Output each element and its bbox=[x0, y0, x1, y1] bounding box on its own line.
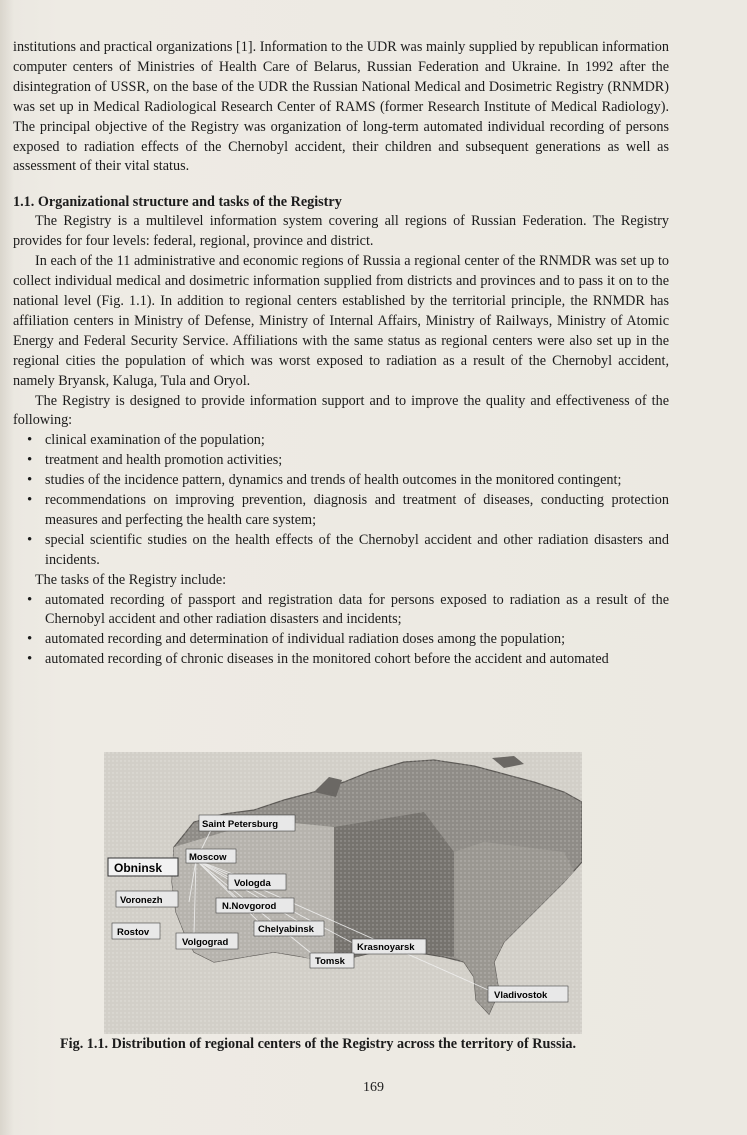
label-moscow: Moscow bbox=[189, 852, 227, 863]
label-volgograd: Volgograd bbox=[182, 937, 229, 948]
tasks-list bbox=[13, 591, 669, 671]
list-item: • automated recording of passport and registration data for persons exposed to radiation as a result of the Chernobyl accident and other radiation disasters and incidents; bbox=[45, 591, 669, 631]
purpose-list bbox=[13, 431, 669, 570]
list-item: • treatment and health promotion activities; bbox=[45, 451, 669, 471]
paragraph-tasks-intro: The tasks of the Registry include: bbox=[35, 571, 227, 588]
list-item: • automated recording and determination of individual radiation doses among the population; bbox=[45, 630, 669, 650]
label-voronezh: Voronezh bbox=[120, 895, 163, 906]
list-item: • studies of the incidence pattern, dynamics and trends of health outcomes in the monitored contingent; bbox=[45, 471, 669, 491]
label-chelyabinsk: Chelyabinsk bbox=[258, 924, 314, 935]
list-item: • clinical examination of the population; bbox=[45, 431, 669, 451]
label-n-novgorod: N.Novgorod bbox=[222, 901, 277, 912]
label-vladivostok: Vladivostok bbox=[494, 990, 548, 1001]
paragraph-multilevel: The Registry is a multilevel information system covering all regions of Russian Federation. The Registry provides for four levels: federal, regional, province and district. bbox=[13, 213, 669, 250]
paragraph-purpose-intro: The Registry is designed to provide information support and to improve the quality and effectiveness of the following: bbox=[13, 392, 669, 429]
paragraph-regional-centers: In each of the 11 administrative and economic regions of Russia a regional center of the RNMDR was set up to collect individual medical and dosimetric information supplied from districts and provinces and to pass it on to the national level (Fig. 1.1). In addition to regional centers established by the territorial principle, the RNMDR has affiliation centers in Ministry of Defense, Ministry of Internal Affairs, Ministry of Railways, Ministry of Atomic Energy and Federal Security Service. Affiliations with the same status as regional centers were also set up in the regional cities the population of which was worst exposed to radiation as a result of the Chernobyl accident, namely Bryansk, Kaluga, Tula and Oryol. bbox=[13, 253, 669, 389]
label-tomsk: Tomsk bbox=[315, 956, 345, 967]
label-krasnoyarsk: Krasnoyarsk bbox=[357, 942, 415, 953]
figure-caption: Fig. 1.1. Distribution of regional centers of the Registry across the territory of Russia. bbox=[60, 1036, 577, 1052]
label-vologda: Vologda bbox=[234, 878, 271, 889]
list-item: • recommendations on improving prevention, diagnosis and treatment of diseases, conducting protection measures and perfecting the health care system; bbox=[45, 491, 669, 531]
label-saint-petersburg: Saint Petersburg bbox=[202, 819, 279, 830]
body-text bbox=[13, 38, 669, 670]
paragraph-intro: institutions and practical organizations [1]. Information to the UDR was mainly supplied by republican information computer centers of Ministries of Health Care of Belarus, Russian Federation and Ukraine. In 1992 after the disintegration of USSR, on the base of the UDR the Russian National Medical and Dosimetric Registry (RNMDR) was set up in Medical Radiological Research Center of RAMS (former Research Institute of Medical Radiology). The principal objective of the Registry was organization of long-term automated individual recording of persons exposed to radiation effects of the Chernobyl accident, their children and subsequent generations as well as assessment of their vital status. bbox=[13, 39, 669, 175]
label-obninsk: Obninsk bbox=[114, 861, 163, 875]
section-heading: 1.1. Organizational structure and tasks of the Registry bbox=[13, 194, 342, 211]
label-rostov: Rostov bbox=[117, 927, 150, 938]
russia-map-figure bbox=[104, 752, 582, 1034]
list-item: • automated recording of chronic diseases in the monitored cohort before the accident and automated bbox=[45, 650, 669, 670]
list-item: • special scientific studies on the health effects of the Chernobyl accident and other radiation disasters and incidents. bbox=[45, 531, 669, 571]
page-number: 169 bbox=[363, 1080, 384, 1095]
russia-map bbox=[104, 752, 582, 1034]
